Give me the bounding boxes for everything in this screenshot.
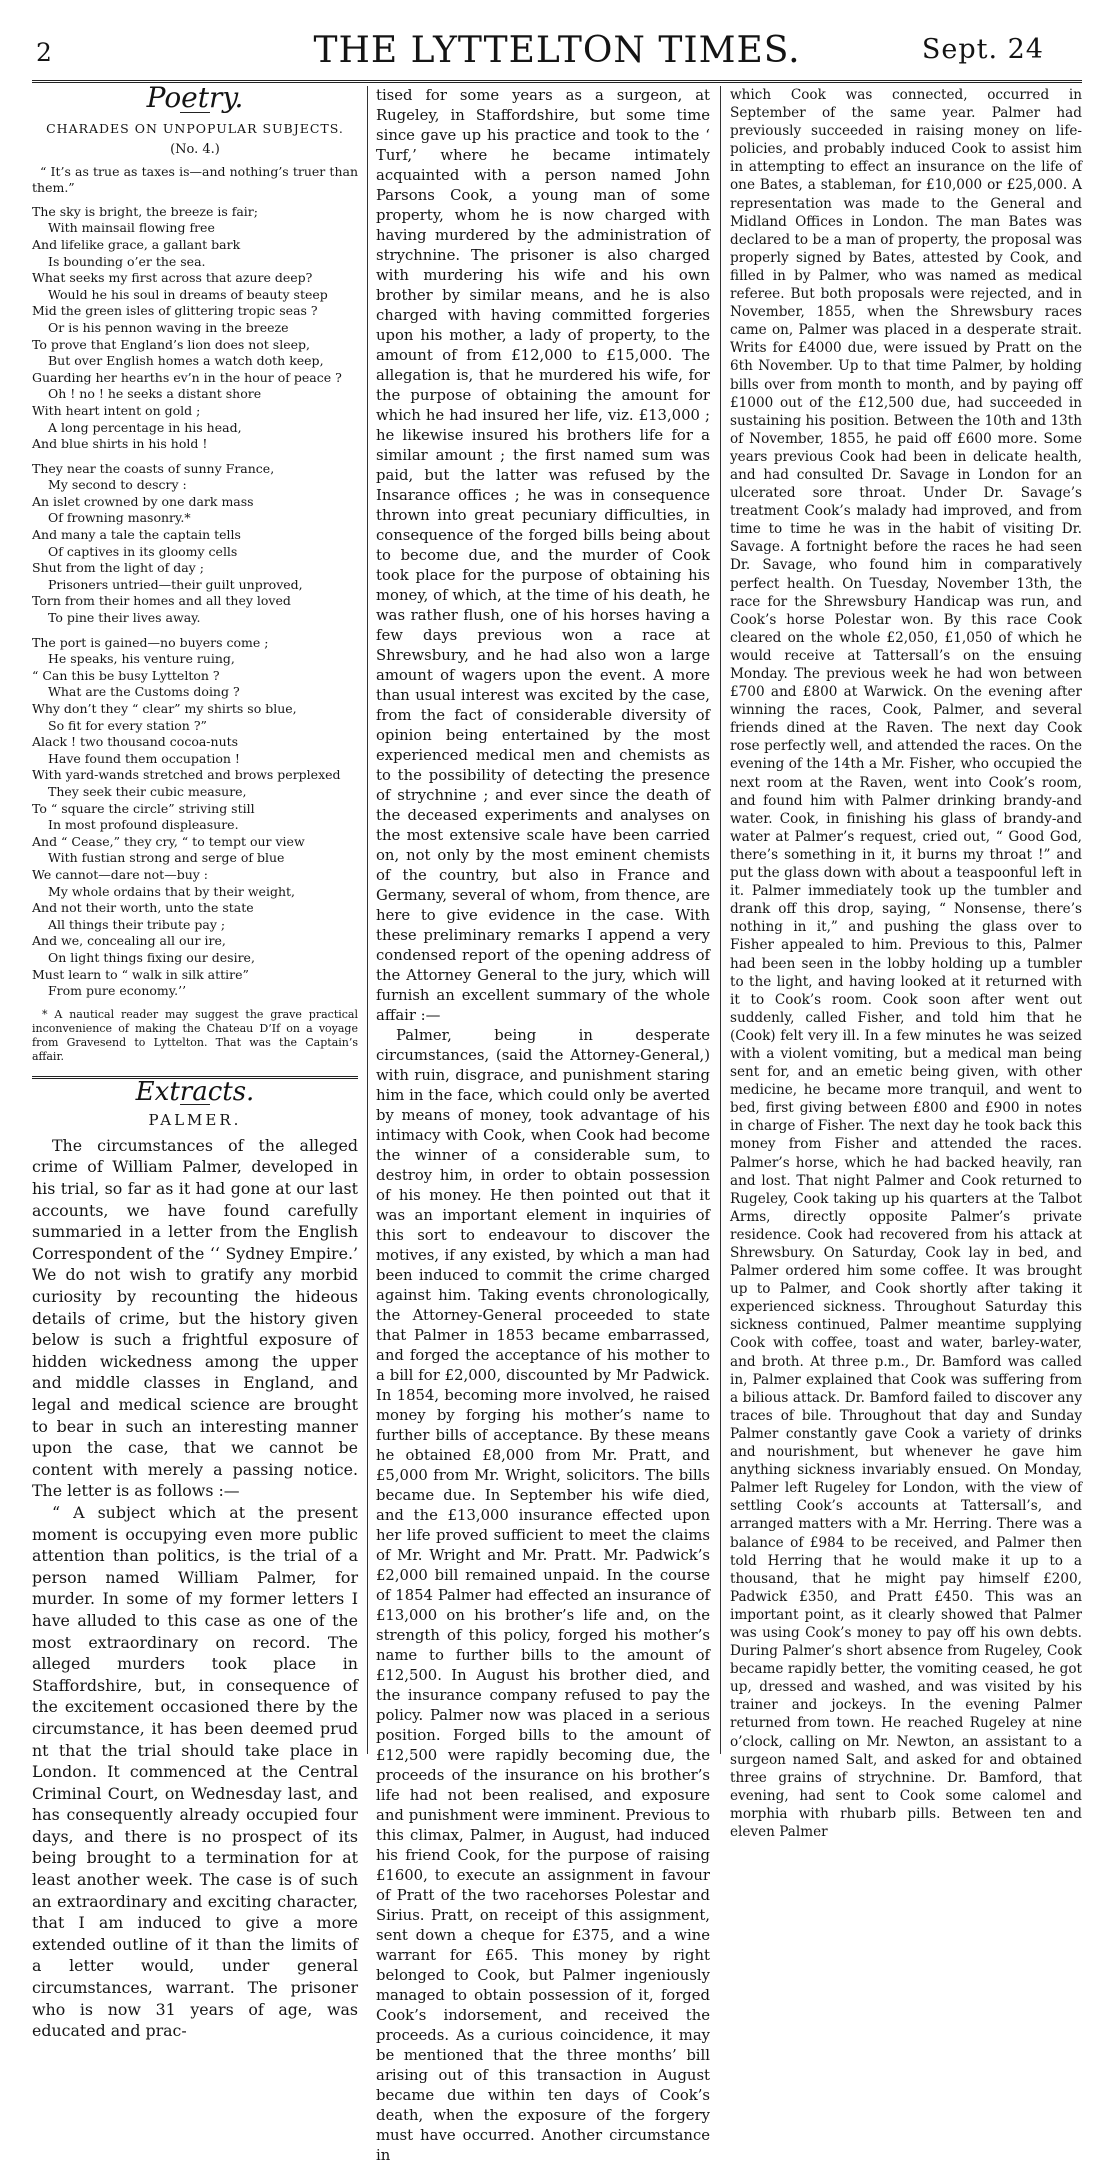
poem-line: Shut from the light of day ; [32,560,204,576]
poem-line: They near the coasts of sunny France, [32,460,275,476]
poem-line: And “ Cease,” they cry, “ to tempt our view [32,833,305,849]
poem-line: And not their worth, unto the state [32,900,254,916]
article-paragraph: tised for some years as a surgeon, at Rugeley, in Staffordshire, but some time since gave up his practice and took to the ‘ Turf,’ where he became intimately acquainted with a person named John Parsons Cook, a young man of some property, whom he is now charged with having murdered by the administration of strychnine. The prisoner is also charged with murdering his wife and his own brother by similar means, and he is also charged with having committed forgeries upon his mother, a lady of property, to the amount of from £12,000 to £15,000. The allegation is, that he murdered his wife, for the purpose of obtaining the amount for which he had insured her life, viz. £13,000 ; he likewise insured his brothers life for a similar amount ; the first named sum was paid, but the latter was refused by the Insarance offices ; he was in consequence thrown into great pecuniary difficulties, in consequence of the forged bills being about to become due, and the murder of Cook took place for the purpose of obtaining his money, of which, at the time of his death, he was rather flush, one of his horses having a few days previous won a race at Shrewsbury, and he had also won a large amount of wagers upon the event. A more than usual interest was excited by the case, from the fact of considerable diversity of opinion being entertained by the most experienced medical men and chemists as to the possibility of detecting the presence of strychnine ; and ever since the death of the deceased experiments and analyses on the most extensive scale have been carried on, not only by the most eminent chemists of the country, but also in France and Germany, several of whom, from thence, are here to give evidence in the case. With these preliminary remarks I append a very condensed report of the opening address of the Attorney General to the jury, which will furnish an excellent summary of the whole affair :— [376,87,710,1024]
article-paragraph: Palmer, being in desperate circumstances, (said the Attorney-General,) with ruin, disgrace, and punishment staring him in the face, which could only be averted by means of money, took advantage of his intimacy with Cook, when Cook had become the winner of a considerable sum, to destroy him, in order to obtain possession of his money. He then pointed out that it was an important element in inquiries of this sort to endeavour to discover the motives, if any existed, by which a man had been induced to commit the crime charged against him. Taking events chronologically, the Attorney-General proceeded to state that Palmer in 1853 became embarrassed, and forged the acceptance of his mother to a bill for £2,000, discounted by Mr Padwick. In 1854, becoming more involved, he raised money by forging his mother’s name to further bills of acceptance. By these means he obtained £8,000 from Mr. Pratt, and £5,000 from Mr. Wright, solicitors. The bills became due. In September his wife died, and the £13,000 insurance effected upon her life proved sufficient to meet the claims of Mr. Wright and Mr. Pratt. Mr. Padwick’s £2,000 bill remained unpaid. In the course of 1854 Palmer had effected an insurance of £13,000 on his brother’s life and, on the strength of this policy, forged his mother’s name to further bills to the amount of £12,500. In August his brother died, and the insurance company refused to pay the policy. Palmer now was placed in a serious position. Forged bills to the amount of £12,500 were rapidly becoming due, the proceeds of the insurance on his brother’s life had not been realised, and exposure and punishment were imminent. Previous to this climax, Palmer, in August, had induced his friend Cook, for the purpose of raising £1600, to execute an assignment in favour of Pratt of the two racehorses Polestar and Sirius. Pratt, on receipt of this assignment, sent down a cheque for £375, and a wine warrant for £65. This money by right belonged to Cook, but Palmer ingeniously managed to obtain possession of it, forged Cook’s indorsement, and received the proceeds. As a curious coincidence, it may be mentioned that the three months’ bill arising out of this transaction in August became due within ten days of Cook’s death, when the exposure of the forgery must have occurred. Another circumstance in [376,1027,710,2164]
poem-line: An islet crowned by one dark mass [32,493,254,509]
poetry-heading: Poetry. [146,81,244,114]
poem-line: Would he his soul in dreams of beauty steep [48,286,328,302]
poem-line: Oh ! no ! he seeks a distant shore [48,386,262,402]
poem-line: So fit for every station ?” [48,717,207,733]
poem-line: Of frowning masonry.* [48,510,191,526]
poem-stanza [32,461,358,627]
poem-line: To “ square the circle” striving still [32,800,255,816]
poem-line: The port is gained—no buyers come ; [32,634,269,650]
poem-line: A long percentage in his head, [48,419,242,435]
poem-line: With heart intent on gold ; [32,402,201,418]
poem-line: From pure economy.’’ [48,983,187,999]
extracts-heading: Extracts. [135,1076,255,1107]
poem-line: But over English homes a watch doth keep, [48,353,324,369]
column-divider [720,86,721,1754]
charades-number: (No. 4.) [170,142,220,158]
poem-body [32,204,358,1000]
poem-line: They seek their cubic measure, [48,783,247,799]
column-divider [367,86,368,1754]
poem-line: With fustian strong and serge of blue [48,850,285,866]
poem-line: Prisoners untried—their guilt unproved, [48,576,303,592]
column-2 [376,86,710,2164]
poem-footnote: * A nautical reader may suggest the grave practical inconvenience of making the Chateau D’If on a voyage from Gravesend to Lyttelton. That was the Captain’s affair. [32,1007,358,1063]
poem-line: Guarding her hearths ev’n in the hour of peace ? [32,369,342,385]
poem-line: What seeks my first across that azure deep? [32,270,313,286]
article-title: PALMER. [148,1111,242,1130]
poem-line: All things their tribute pay ; [48,916,226,932]
poem-line: My whole ordains that by their weight, [48,883,295,899]
poem-line: He speaks, his venture ruing, [48,651,235,667]
poem-line: Is bounding o’er the sea. [48,253,206,269]
poem-line: We cannot—dare not—buy : [32,866,209,882]
poem-stanza [32,204,358,453]
poem-line: Alack ! two thousand cocoa-nuts [32,734,239,750]
poem-line: On light things fixing our desire, [48,949,255,965]
newspaper-title: THE LYTTELTON TIMES. [313,30,801,71]
article-paragraph: “ A subject which at the present moment is occupying even more public attention than politics, is the trial of a person named William Palmer, for murder. In some of my former letters I have alluded to this case as one of the most extraordinary on record. The alleged murders took place in Staffordshire, but, in consequence of the excitement occasioned there by the circumstance, it has been deemed prud nt that the trial should take place in London. It commenced at the Central Criminal Court, on Wednesday last, and has consequently already occupied four days, and there is no prospect of its being brought to a termination for at least another week. The case is of such an extraordinary and exciting character, that I am induced to give a more extended outline of it than the limits of a letter would, under general circumstances, warrant. The prisoner who is now 31 years of age, was educated and prac- [32,1502,358,2041]
poem-line: “ Can this be busy Lyttelton ? [32,667,220,683]
poem-line: What are the Customs doing ? [48,684,240,700]
column-1 [32,81,358,2041]
poem-line: Mid the green isles of glittering tropic seas ? [32,303,318,319]
poem-line: With mainsail flowing free [48,220,215,236]
poem-line: The sky is bright, the breeze is fair; [32,203,258,219]
poem-line: Of captives in its gloomy cells [48,543,238,559]
article-paragraph: The circumstances of the alleged crime of William Palmer, developed in his trial, so far as it had gone at our last accounts, we have found carefully summaried in a letter from the English Correspondent of the ‘‘ Sydney Empire.’ We do not wish to gratify any morbid curiosity by recounting the hideous details of crime, but the history given below is such a frightful exposure of hidden wickedness among the upper and middle classes in England, and legal and medical science are brought to bear in such an interesting manner upon the case, that we cannot be content with merely a passing notice. The letter is as follows :— [32,1135,358,1501]
poem-line: To prove that England’s lion does not sleep, [32,336,310,352]
poem-line: My second to descry : [48,477,187,493]
issue-date: Sept. 24 [921,34,1044,65]
poem-line: With yard-wands stretched and brows perplexed [32,767,341,783]
poem-line: Have found them occupation ! [48,750,240,766]
poem-line: And we, concealing all our ire, [32,933,226,949]
charades-title: CHARADES ON UNPOPULAR SUBJECTS. [46,120,344,136]
poem-line: And blue shirts in his hold ! [32,436,208,452]
article-paragraph: which Cook was connected, occurred in September of the same year. Palmer had previously succeeded in raising money on life-policies, and probably induced Cook to assist him in attempting to effect an insurance on the life of one Bates, a stableman, for £10,000 or £25,000. A representation was made to the General and Midland Offices in London. The man Bates was declared to be a man of property, the proposal was properly signed by Bates, attested by Cook, and filled in by Palmer, who was named as medical referee. But both proposals were rejected, and in November, 1855, when the Shrewsbury races came on, Palmer was placed in a desperate strait. Writs for £4000 due, were issued by Pratt on the 6th November. Up to that time Palmer, by holding bills over from month to month, and by paying off £1000 out of the £12,500 due, had succeeded in sustaining his position. Between the 10th and 13th of November, 1855, he paid off £600 more. Some years previous Cook had been in delicate health, and had consulted Dr. Savage in London for an ulcerated sore throat. Under Dr. Savage’s treatment Cook’s malady had improved, and from time to time he was in the habit of visiting Dr. Savage. A fortnight before the races he had seen Dr. Savage, who found him in comparatively perfect health. On Tuesday, November 13th, the race for the Shrewsbury Handicap was run, and Cook’s horse Polestar won. By this race Cook cleared on the whole £2,050, £1,050 of which he would receive at Tattersall’s on the ensuing Monday. The previous week he had won between £700 and £800 at Warwick. On the evening after winning the races, Cook, Palmer, and several friends dined at the Raven. The next day Cook rose perfectly well, and attended the races. On the evening of the 14th a Mr. Fisher, who occupied the next room at the Raven, went into Cook’s room, and found him with Palmer drinking brandy-and water. Cook, in finishing his glass of brandy-and water at Palmer’s request, cried out, “ Good God, there’s something in it, it burns my throat !” and put the glass down with about a teaspoonful left in it. Palmer immediately took up the tumbler and drank off this drop, saying, “ Nonsense, there’s nothing in it,” and pushing the glass over to Fisher appealed to him. Previous to this, Palmer had been seen in the lobby holding up a tumbler to the light, and having looked at it returned with it to Cook’s room. Cook soon after went out suddenly, called Fisher, and told him that he (Cook) felt very ill. In a few minutes he was seized with a violent vomiting, but a medical man being sent for, and an emetic being given, with other medicine, he became more tranquil, and went to bed, first giving between £800 and £900 in notes in charge of Fisher. The next day he took back this money from Fisher and attended the races. Palmer’s horse, which he had backed heavily, ran and lost. That night Palmer and Cook returned to Rugeley, Cook taking up his quarters at the Talbot Arms, directly opposite Palmer’s private residence. Cook had recovered from his attack at Shrewsbury. On Saturday, Cook lay in bed, and Palmer ordered him some coffee. It was brought up to Palmer, and Cook shortly after taking it experienced sickness. Throughout Saturday this sickness continued, Palmer meantime supplying Cook with coffee, toast and water, barley-water, and broth. At three p.m., Dr. Bamford was called in, Palmer explained that Cook was suffering from a bilious attack. Dr. Bamford failed to discover any traces of bile. Throughout that day and Sunday Palmer constantly gave Cook a variety of drinks and nourishment, but whenever he gave him anything sickness invariably ensued. On Monday, Palmer left Rugeley for London, with the view of settling Cook’s accounts at Tattersall’s, and arranged matters with a Mr. Herring. There was a balance of £984 to be received, and Palmer then told Herring that he would make it up to a thousand, that he might pay himself £200, Padwick £350, and Pratt £450. This was an important point, as it clearly showed that Palmer was using Cook’s money to pay off his own debts. During Palmer’s short absence from Rugeley, Cook became rapidly better, the vomiting ceased, he got up, dressed and washed, and was visited by his trainer and jockeys. In the evening Palmer returned from town. He reached Rugeley at nine o’clock, calling on Mr. Newton, an assistant to a surgeon named Salt, and asked for and obtained three grains of strychnine. Dr. Bamford, that evening, had sent to Cook some calomel and morphia with rhubarb pills. Between ten and eleven Palmer [730,87,1082,1840]
page-number: 2 [36,38,52,67]
poem-epigraph: “ It’s as true as taxes is—and nothing’s truer than them.” [32,163,358,195]
poem-line: In most profound displeasure. [48,817,239,833]
poem-line: Why don’t they “ clear” my shirts so blue, [32,701,297,716]
poem-line: And many a tale the captain tells [32,527,241,543]
poem-line: And lifelike grace, a gallant bark [32,236,241,252]
article-body-col1 [32,1135,358,2042]
column-3 [730,86,1082,1840]
poem-line: To pine their lives away. [48,610,201,626]
poem-line: Torn from their homes and all they loved [32,593,291,609]
poem-line: Must learn to “ walk in silk attire” [32,966,249,982]
poem-line: Or is his pennon waving in the breeze [48,319,289,335]
poem-stanza [32,635,358,1000]
